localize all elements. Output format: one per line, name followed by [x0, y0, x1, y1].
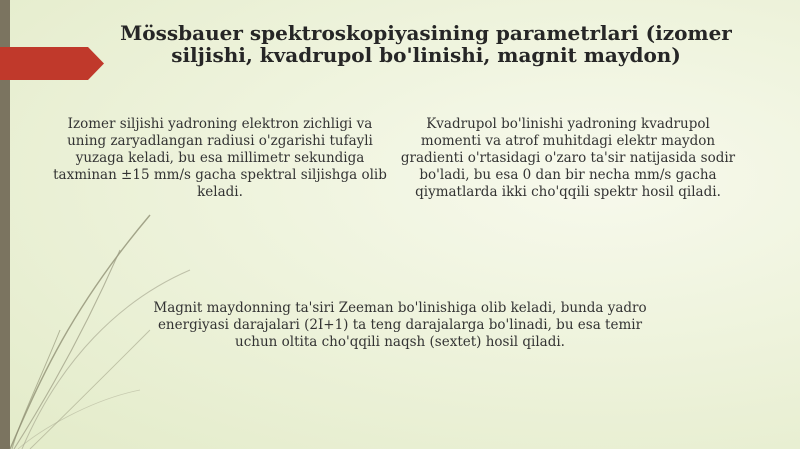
quadrupole-splitting-paragraph: Kvadrupol bo'linishi yadroning kvadrupol momenti va atrof muhitdagi elektr maydon gradienti o'rtasidagi o'zaro ta'sir natijasida sodir bo'ladi, bu esa 0 dan bir necha mm/s gacha qiymatlarda ikki cho'qqili spektr hosil qiladi. — [400, 116, 736, 200]
isomer-shift-paragraph: Izomer siljishi yadroning elektron zichligi va uning zaryadlangan radiusi o'zgarishi tufayli yuzaga keladi, bu esa millimetr sekundiga taxminan ±15 mm/s gacha spektral siljishga olib keladi. — [53, 116, 387, 200]
magnetic-field-paragraph: Magnit maydonning ta'siri Zeeman bo'linishiga olib keladi, bunda yadro energiyasi darajalari (2I+1) ta teng darajalarga bo'linadi, bu esa temir uchun oltita cho'qqili naqsh (sextet) hosil qiladi. — [153, 300, 647, 350]
slide-title: Mössbauer spektroskopiyasining parametrlari (izomer siljishi, kvadrupol bo'linishi, magnit maydon) — [120, 21, 732, 67]
